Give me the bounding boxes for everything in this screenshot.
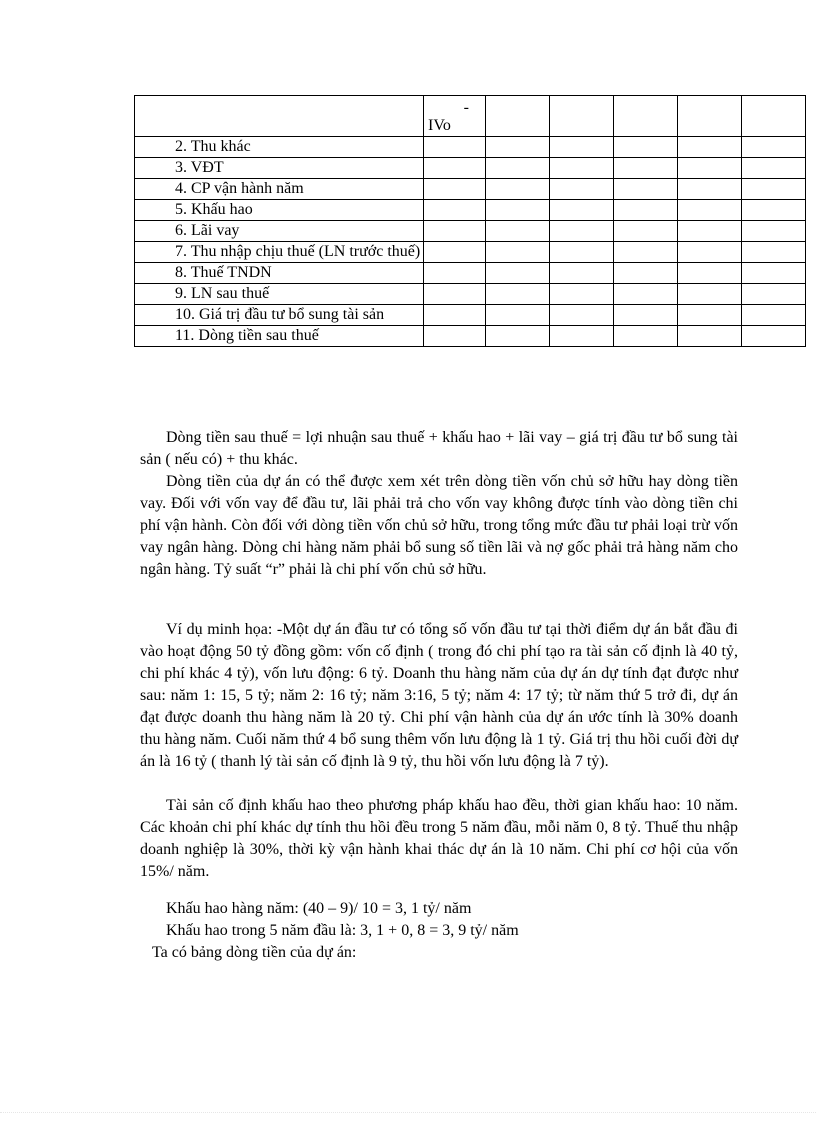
table-row <box>135 158 806 179</box>
table-row <box>135 137 806 158</box>
table-row <box>135 263 806 284</box>
table-cell <box>135 96 424 137</box>
row-label: 3. VĐT <box>135 158 424 179</box>
table-cell <box>678 96 742 137</box>
table-row <box>135 242 806 263</box>
page-bottom-border <box>0 1112 816 1113</box>
table-cell <box>486 96 550 137</box>
paragraph-cash-flow-perspective: Dòng tiền của dự án có thể được xem xét trên dòng tiền vốn chủ sở hữu hay dòng tiền vay. Đối với vốn vay để đầu tư, lãi phải trả cho vốn vay không được tính vào dòng tiền chi phí vận hành. Còn đối với dòng tiền vốn chủ sở hữu, trong tổng mức đầu tư phải loại trừ vốn vay ngân hàng. Dòng chi hàng năm phải bổ sung số tiền lãi và nợ gốc phải trả hàng năm cho ngân hàng. Tỷ suất “r” phải là chi phí vốn chủ sở hữu. <box>140 473 738 578</box>
header-dash: - <box>463 99 469 116</box>
paragraph-depreciation: Tài sản cố định khấu hao theo phương pháp khấu hao đều, thời gian khấu hao: 10 năm. Các khoản chi phí khác dự tính thu hồi đều trong 5 năm đầu, mỗi năm 0, 8 tỷ. Thuế thu nhập doanh nghiệp là 30%, thời kỳ vận hành khai thác dự án là 10 năm. Chi phí cơ hội của vốn 15%/ năm. <box>140 797 738 880</box>
table-row <box>135 326 806 347</box>
paragraph-example: Ví dụ minh họa: -Một dự án đầu tư có tổng số vốn đầu tư tại thời điểm dự án bắt đầu đi vào hoạt động 50 tỷ đồng gồm: vốn cố định ( trong đó chi phí tạo ra tài sản cố định là 40 tỷ, chi phí khác 4 tỷ), vốn lưu động: 6 tỷ. Doanh thu hàng năm của dự án dự tính đạt được như sau: năm 1: 15, 5 tỷ; năm 2: 16 tỷ; năm 3:16, 5 tỷ; năm 4: 17 tỷ; từ năm thứ 5 trở đi, dự án đạt được doanh thu hàng năm là 20 tỷ. Chi phí vận hành của dự án ước tính là 30% doanh thu hàng năm. Cuối năm thứ 4 bổ sung thêm vốn lưu động là 1 tỷ. Giá trị thu hồi cuối đời dự án là 16 tỷ ( thanh lý tài sản cố định là 9 tỷ, thu hồi vốn lưu động là 7 tỷ). <box>140 621 738 770</box>
table-cell <box>742 96 806 137</box>
line-table-intro: Ta có bảng dòng tiền của dự án: <box>152 944 357 961</box>
cash-flow-table <box>134 95 806 347</box>
table-row <box>135 221 806 242</box>
row-label: 2. Thu khác <box>135 137 424 158</box>
table-row <box>135 284 806 305</box>
row-label: 11. Dòng tiền sau thuế <box>135 326 424 347</box>
line-annual-depreciation: Khấu hao hàng năm: (40 – 9)/ 10 = 3, 1 tỷ/ năm <box>166 900 472 917</box>
table-row <box>135 179 806 200</box>
table-row <box>135 305 806 326</box>
row-label: 7. Thu nhập chịu thuế (LN trước thuế) <box>135 242 424 263</box>
paragraph-cash-flow-formula: Dòng tiền sau thuế = lợi nhuận sau thuế + khấu hao + lãi vay – giá trị đầu tư bổ sung tài sản ( nếu có) + thu khác. <box>140 429 738 468</box>
table-cell <box>614 96 678 137</box>
table-cell <box>550 96 614 137</box>
line-first-five-years: Khấu hao trong 5 năm đầu là: 3, 1 + 0, 8 = 3, 9 tỷ/ năm <box>166 922 519 939</box>
row-label: 4. CP vận hành năm <box>135 179 424 200</box>
table-header-ivo <box>424 96 486 137</box>
table-header-row <box>135 96 806 137</box>
row-label: 8. Thuế TNDN <box>135 263 424 284</box>
row-label: 6. Lãi vay <box>135 221 424 242</box>
row-label: 5. Khấu hao <box>135 200 424 221</box>
header-ivo-label: IVo <box>428 117 451 134</box>
row-label: 10. Giá trị đầu tư bổ sung tài sản <box>135 305 424 326</box>
table-row <box>135 200 806 221</box>
row-label: 9. LN sau thuế <box>135 284 424 305</box>
